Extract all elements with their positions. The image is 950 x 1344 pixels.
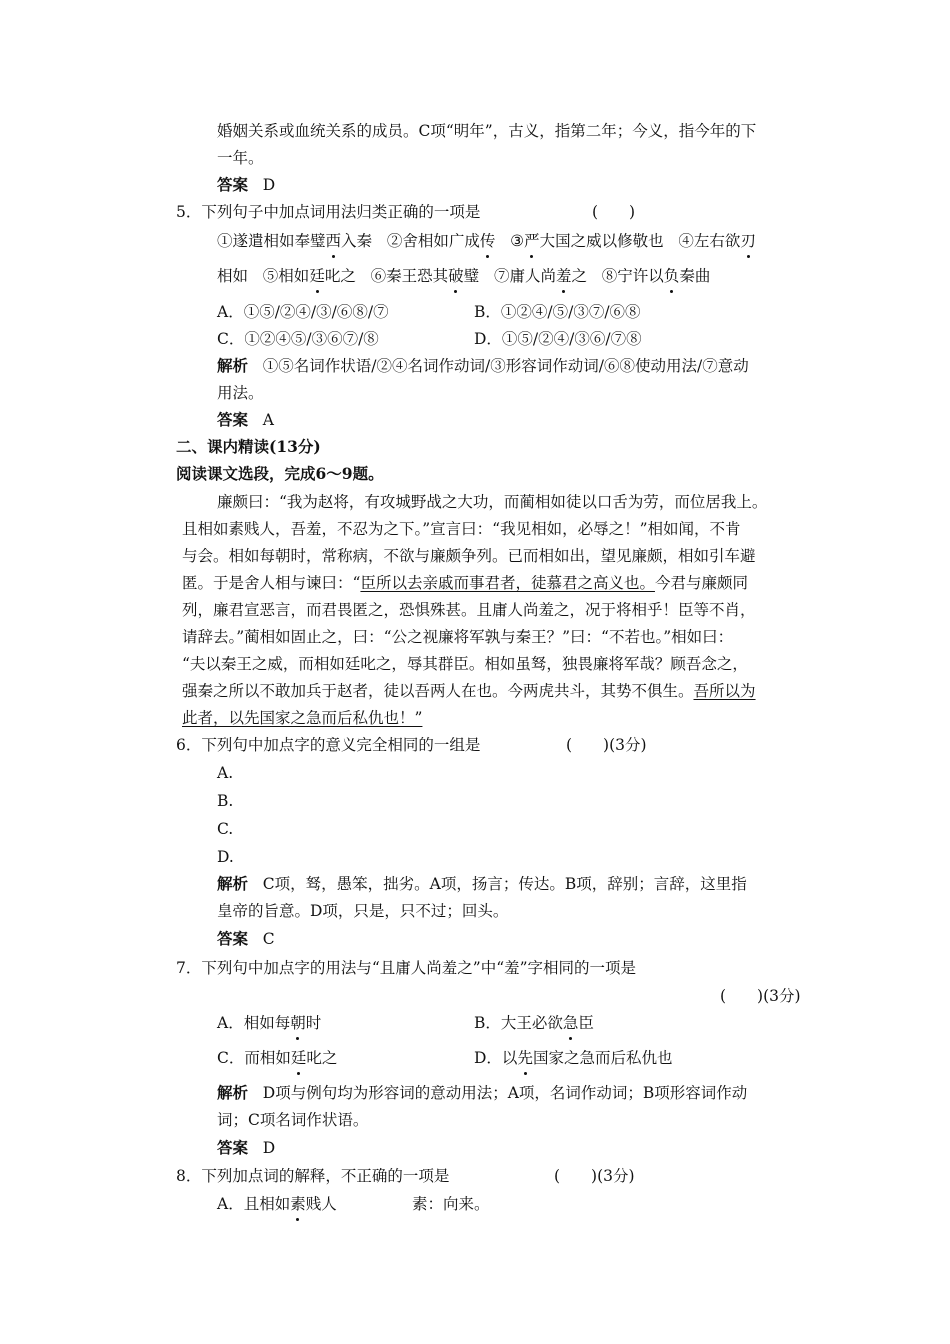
passage-line: 匿。于是舍人相与谏曰：“臣所以去亲戚而事君者，徒慕君之高义也。今君与廉颇同 xyxy=(182,574,748,592)
question-5-stem: 5．下列句子中加点词用法归类正确的一项是 ( ) xyxy=(176,203,636,221)
answer-line xyxy=(217,410,274,430)
question-7-stem: 7．下列句中加点字的用法与“且庸人尚羞之”中“羞”字相同的一项是 xyxy=(176,959,637,977)
answer-label: 答案 xyxy=(217,410,249,429)
answer-line xyxy=(217,929,275,949)
answer-paren: ( )(3分) xyxy=(554,1167,635,1185)
passage-line xyxy=(182,708,422,728)
explanation-label: 解析 xyxy=(217,356,249,375)
passage-line: 且相如素贱人，吾羞，不忍为之下。”宣言曰：“我见相如，必辱之！”相如闻，不肯 xyxy=(182,520,741,538)
underlined-sentence: 此者，以先国家之急而后私仇也！” xyxy=(182,709,423,727)
underlined-sentence: 臣所以去亲戚而事君者，徒慕君之高义也。 xyxy=(360,574,655,592)
answer-paren: ( )(3分) xyxy=(566,736,647,754)
dotted-char: 西 xyxy=(325,232,342,250)
answer-line xyxy=(217,1138,275,1158)
question-5-sentences-line1: ①遂遣相如奉璧西入秦 ②舍相如广成传 ③严大国之威以修敬也 ④左右欲刃 xyxy=(217,232,756,250)
option-d: D. xyxy=(217,848,234,866)
option-gloss: 素：向来。 xyxy=(412,1195,490,1213)
dotted-char: 负 xyxy=(663,267,680,285)
passage-line: 请辞去。”蔺相如固止之，曰：“公之视廉将军孰与秦王？”曰：“不若也。”相如曰： xyxy=(182,628,734,646)
option-c: C．①②④⑤/③⑥⑦/⑧ xyxy=(217,330,379,348)
dotted-char: 朝 xyxy=(290,1014,306,1032)
answer-value: D xyxy=(262,176,276,194)
dotted-char: 素 xyxy=(290,1195,306,1213)
passage-line: “夫以秦王之威，而相如廷叱之，辱其群臣。相如虽驽，独畏廉将军哉？顾吾念之， xyxy=(182,655,748,673)
question-8-stem: 8．下列加点词的解释，不正确的一项是 ( )(3分) xyxy=(176,1167,635,1185)
explanation-text: 用法。 xyxy=(217,384,264,402)
option-c: C．而相如廷叱之 xyxy=(217,1049,338,1067)
dotted-char: 破 xyxy=(448,267,464,285)
answer-value: C xyxy=(262,930,275,948)
passage-line: 与会。相如每朝时，常称病，不欲与廉颇争列。已而相如出，望见廉颇，相如引车避 xyxy=(182,547,756,565)
dotted-char: 传 xyxy=(479,232,496,250)
explanation-text: 词；C项名词作状语。 xyxy=(217,1111,369,1129)
option-b: B. xyxy=(217,792,234,810)
explanation-line: 解析 C项，驽，愚笨，拙劣。A项，扬言；传达。B项，辞别；言辞，这里指 xyxy=(217,874,747,893)
passage-line: 列，廉君宣恶言，而君畏匿之，恐惧殊甚。且庸人尚羞之，况于将相乎！臣等不肖， xyxy=(182,601,756,619)
option-b: B．大王必欲急臣 xyxy=(474,1014,594,1032)
section-heading: 二、课内精读(13分) xyxy=(176,437,321,456)
answer-line xyxy=(217,175,275,195)
section-instruction: 阅读课文选段，完成6～9题。 xyxy=(176,464,384,483)
answer-label: 答案 xyxy=(217,929,249,948)
option-c: C. xyxy=(217,820,234,838)
answer-label: 答案 xyxy=(217,1138,249,1157)
option-a: A．①⑤/②④/③/⑥⑧/⑦ xyxy=(217,303,389,321)
dotted-char: 先 xyxy=(517,1049,533,1067)
answer-paren: ( ) xyxy=(592,203,636,221)
dotted-char: 羞 xyxy=(555,267,572,285)
passage-line: 强秦之所以不敢加兵于赵者，徒以吾两人在也。今两虎共斗，其势不俱生。吾所以为 xyxy=(182,682,756,700)
dotted-char: 廷 xyxy=(290,1049,307,1067)
explanation-text: 一年。 xyxy=(217,149,264,167)
question-6-stem: 6．下列句中加点字的意义完全相同的一组是 ( )(3分) xyxy=(176,736,647,754)
dotted-char: 急 xyxy=(562,1014,579,1032)
explanation-text: 婚姻关系或血统关系的成员。C项“明年”，古义，指第二年；今义，指今年的下 xyxy=(217,122,757,140)
option-d: D．以先国家之急而后私仇也 xyxy=(474,1049,673,1067)
option-a: A．相如每朝时 xyxy=(217,1014,322,1032)
explanation-label: 解析 xyxy=(217,1083,249,1102)
underlined-sentence: 吾所以为 xyxy=(693,682,756,700)
explanation-line: 解析 D项与例句均为形容词的意动用法；A项，名词作动词；B项形容词作动 xyxy=(217,1083,748,1102)
answer-value: D xyxy=(262,1139,276,1157)
dotted-char: 廷 xyxy=(309,267,325,285)
answer-value: A xyxy=(262,411,274,429)
question-5-sentences-line2: 相如 ⑤相如廷叱之 ⑥秦王恐其破璧 ⑦庸人尚羞之 ⑧宁许以负秦曲 xyxy=(217,267,711,285)
explanation-line: 解析 ①⑤名词作状语/②④名词作动词/③形容词作动词/⑥⑧使动用法/⑦意动 xyxy=(217,356,749,375)
option-d: D．①⑤/②④/③⑥/⑦⑧ xyxy=(474,330,642,348)
dotted-char: 严 xyxy=(524,232,540,250)
passage-line: 廉颇曰：“我为赵将，有攻城野战之大功，而蔺相如徒以口舌为劳，而位居我上。 xyxy=(217,493,768,511)
option-a: A. xyxy=(217,764,234,782)
answer-paren: ( )(3分) xyxy=(720,987,801,1005)
explanation-text: 皇帝的旨意。D项，只是，只不过；回头。 xyxy=(217,902,509,920)
explanation-label: 解析 xyxy=(217,874,249,893)
option-a: A．且相如素贱人 xyxy=(217,1195,337,1213)
option-b: B．①②④/⑤/③⑦/⑥⑧ xyxy=(474,303,641,321)
dotted-char: 刃 xyxy=(740,232,756,250)
answer-label: 答案 xyxy=(217,175,249,194)
